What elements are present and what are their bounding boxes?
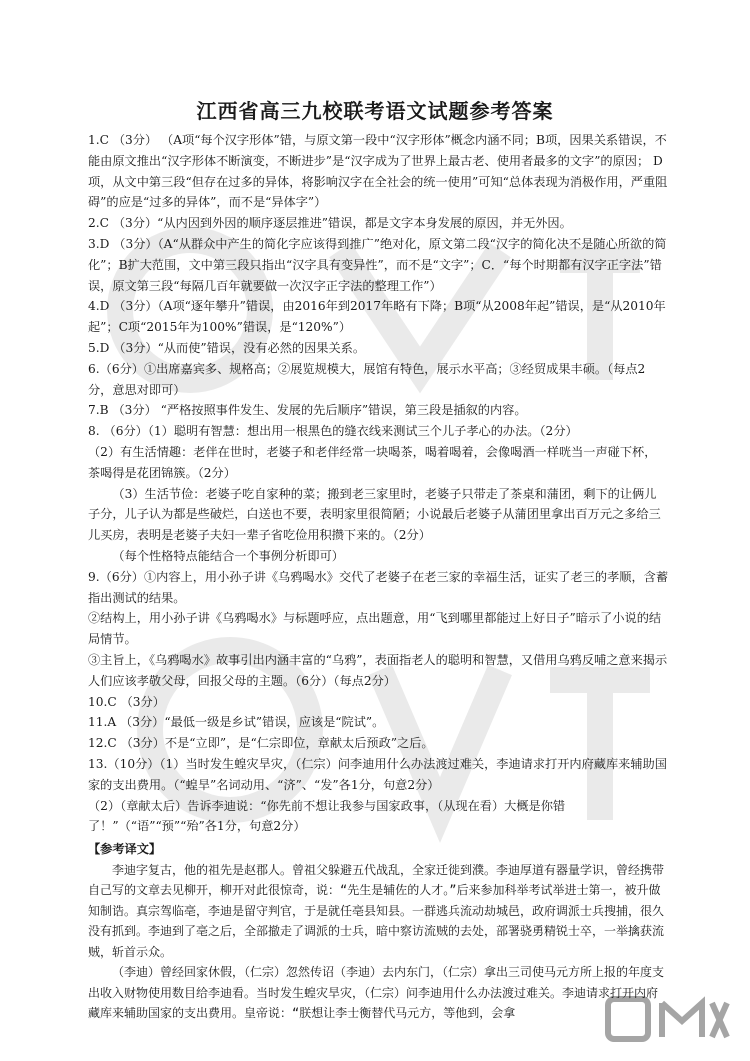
translation-paragraph-2: （李迪）曾经回家休假，（仁宗）忽然传诏（李迪）去内东门，（仁宗）拿出三司使马元方所上报的年度支出收入财物使用数目给李迪看。当时发生蝗灾旱灾，（仁宗）问李迪用什么办法渡过难关。李迪请求打开内府藏库来辅助国家的支出费用。皇帝说：“朕想让李士衡替代马元方，等他到，会拿 — [88, 965, 665, 1021]
answer-3: 3.D （3分）（A“从群众中产生的简化字应该得到推广”绝对化，原文第二段“汉字的简化决不是随心所欲的简化”；B扩大范围，文中第三段只指出“汉字具有变异性”，而不是“文字”；C．“每个时期都有汉字正字法”错误，原文第三段“每隔几百年就要做一次汉字正字法的整理工作”） — [88, 236, 667, 293]
answer-content — [88, 130, 668, 1024]
answer-9-point-2: ②结构上，用小孙子讲《乌鸦喝水》与标题呼应，点出题意，用“飞到哪里都能过上好日子”暗示了小说的结局情节。 — [88, 611, 662, 647]
answer-9-point-3: ③主旨上，《乌鸦喝水》故事引出内涵丰富的“乌鸦”，表面指老人的聪明和智慧，又借用乌鸦反哺之意来揭示人们应该孝敬父母，回报父母的主题。（6分）（每点2分） — [88, 652, 668, 688]
translation-paragraph-1: 李迪字复古，他的祖先是赵郡人。曾祖父躲避五代战乱，全家迁徙到濮。李迪厚道有器量学识，曾经携带自己写的文章去见柳开，柳开对此很惊奇，说：“先生是辅佐的人才。”后来参加科举考试举进士第一，被升做知制诰。真宗驾临亳，李迪是留守判官，于是就任亳县知县。一群逃兵流动劫城邑，政府调派士兵搜捕，很久没有抓到。李迪到了亳之后，全部撤走了调派的士兵，暗中察访流贼的去处，部署骁勇精锐士卒，一举擒获流贼，斩首示众。 — [88, 862, 665, 959]
answer-5: 5.D （3分）“从而使”错误，没有必然的因果关系。 — [88, 340, 366, 355]
answer-12: 12.C （3分）不是“立即”，是“仁宗即位，章献太后预政”之后。 — [88, 736, 434, 751]
answer-2: 2.C （3分）“从内因到外因的顺序逐层推进”错误，都是文字本身发展的原因，并无外因。 — [88, 216, 572, 231]
answer-11: 11.A （3分）“最低一级是乡试”错误，应该是“院试”。 — [88, 715, 385, 730]
answer-8: 8. （6分）（1）聪明有智慧：想出用一根黑色的缝衣线来测试三个儿子孝心的办法。（2分） — [88, 424, 578, 439]
answer-8-point-3: （3）生活节俭：老婆子吃自家种的菜；搬到老三家里时，老婆子只带走了茶桌和蒲团，剩下的让俩儿子分，儿子认为都是些破烂，白送也不要，表明家里很简陋；小说最后老婆子从蒲团里拿出百万元之多给三儿买房，表明是老婆子夫妇一辈子省吃俭用积攒下来的。（2分） — [88, 486, 661, 543]
answer-13-part-2: （2）（章献太后）告诉李迪说：“你先前不想让我参与国家政事，（从现在看）大概是你错了！”（“语”“预”“殆”各1分，句意2分） — [88, 798, 566, 834]
answer-13-part-1: 13.（10分）（1）当时发生蝗灾旱灾，（仁宗）问李迪用什么办法渡过难关，李迪请求打开内府藏库来辅助国家的支出费用。（“蝗旱”名词动用、“济”、“发”各1分，句意2分） — [88, 756, 667, 792]
reference-translation-heading: 【参考译文】 — [88, 842, 162, 857]
answer-1: 1.C （3分） （A项“每个汉字形体”错，与原文第一段中“汉字形体”概念内涵不同；B项，因果关系错误，不能由原文推出“汉字形体不断演变，不断进步”是“汉字成为了世界上最古老、使用者最多的文字”的原因； D项，从文中第三段“但存在过多的异体，将影响汉字在全社会的统一使用”可知“总体表现为消极作用，严重阻碍”的应是“过多的异体”，而不是“异体字”） — [88, 133, 668, 210]
answer-8-point-2: （2）有生活情趣：老伴在世时，老婆子和老伴经常一块喝茶，喝着喝着，会像喝酒一样咣当一声碰下杯，茶喝得是花团锦簇。（2分） — [88, 444, 657, 480]
corner-watermark-logo — [602, 993, 732, 1047]
answer-7: 7.B （3分） “严格按照事件发生、发展的先后顺序”错误，第三段是插叙的内容。 — [88, 403, 527, 418]
answer-9: 9.（6分）①内容上，用小孙子讲《乌鸦喝水》交代了老婆子在老三家的幸福生活，证实了老三的孝顺，含蓄指出测试的结果。 — [88, 569, 669, 605]
answer-4: 4.D （3分）（A项“逐年攀升”错误，由2016年到2017年略有下降；B项“从2008年起”错误，是“从2010年起”；C项“2015年为100%”错误，是“120%”） — [88, 299, 666, 335]
answer-8-note: （每个性格特点能结合一个事例分析即可） — [112, 548, 344, 563]
answer-6: 6.（6分）①出席嘉宾多、规格高；②展览规模大，展馆有特色，展示水平高；③经贸成果丰硕。（每点2分，意思对即可） — [88, 361, 646, 397]
page-title: 江西省高三九校联考语文试题参考答案 — [196, 99, 554, 123]
answer-10: 10.C （3分） — [88, 694, 165, 709]
